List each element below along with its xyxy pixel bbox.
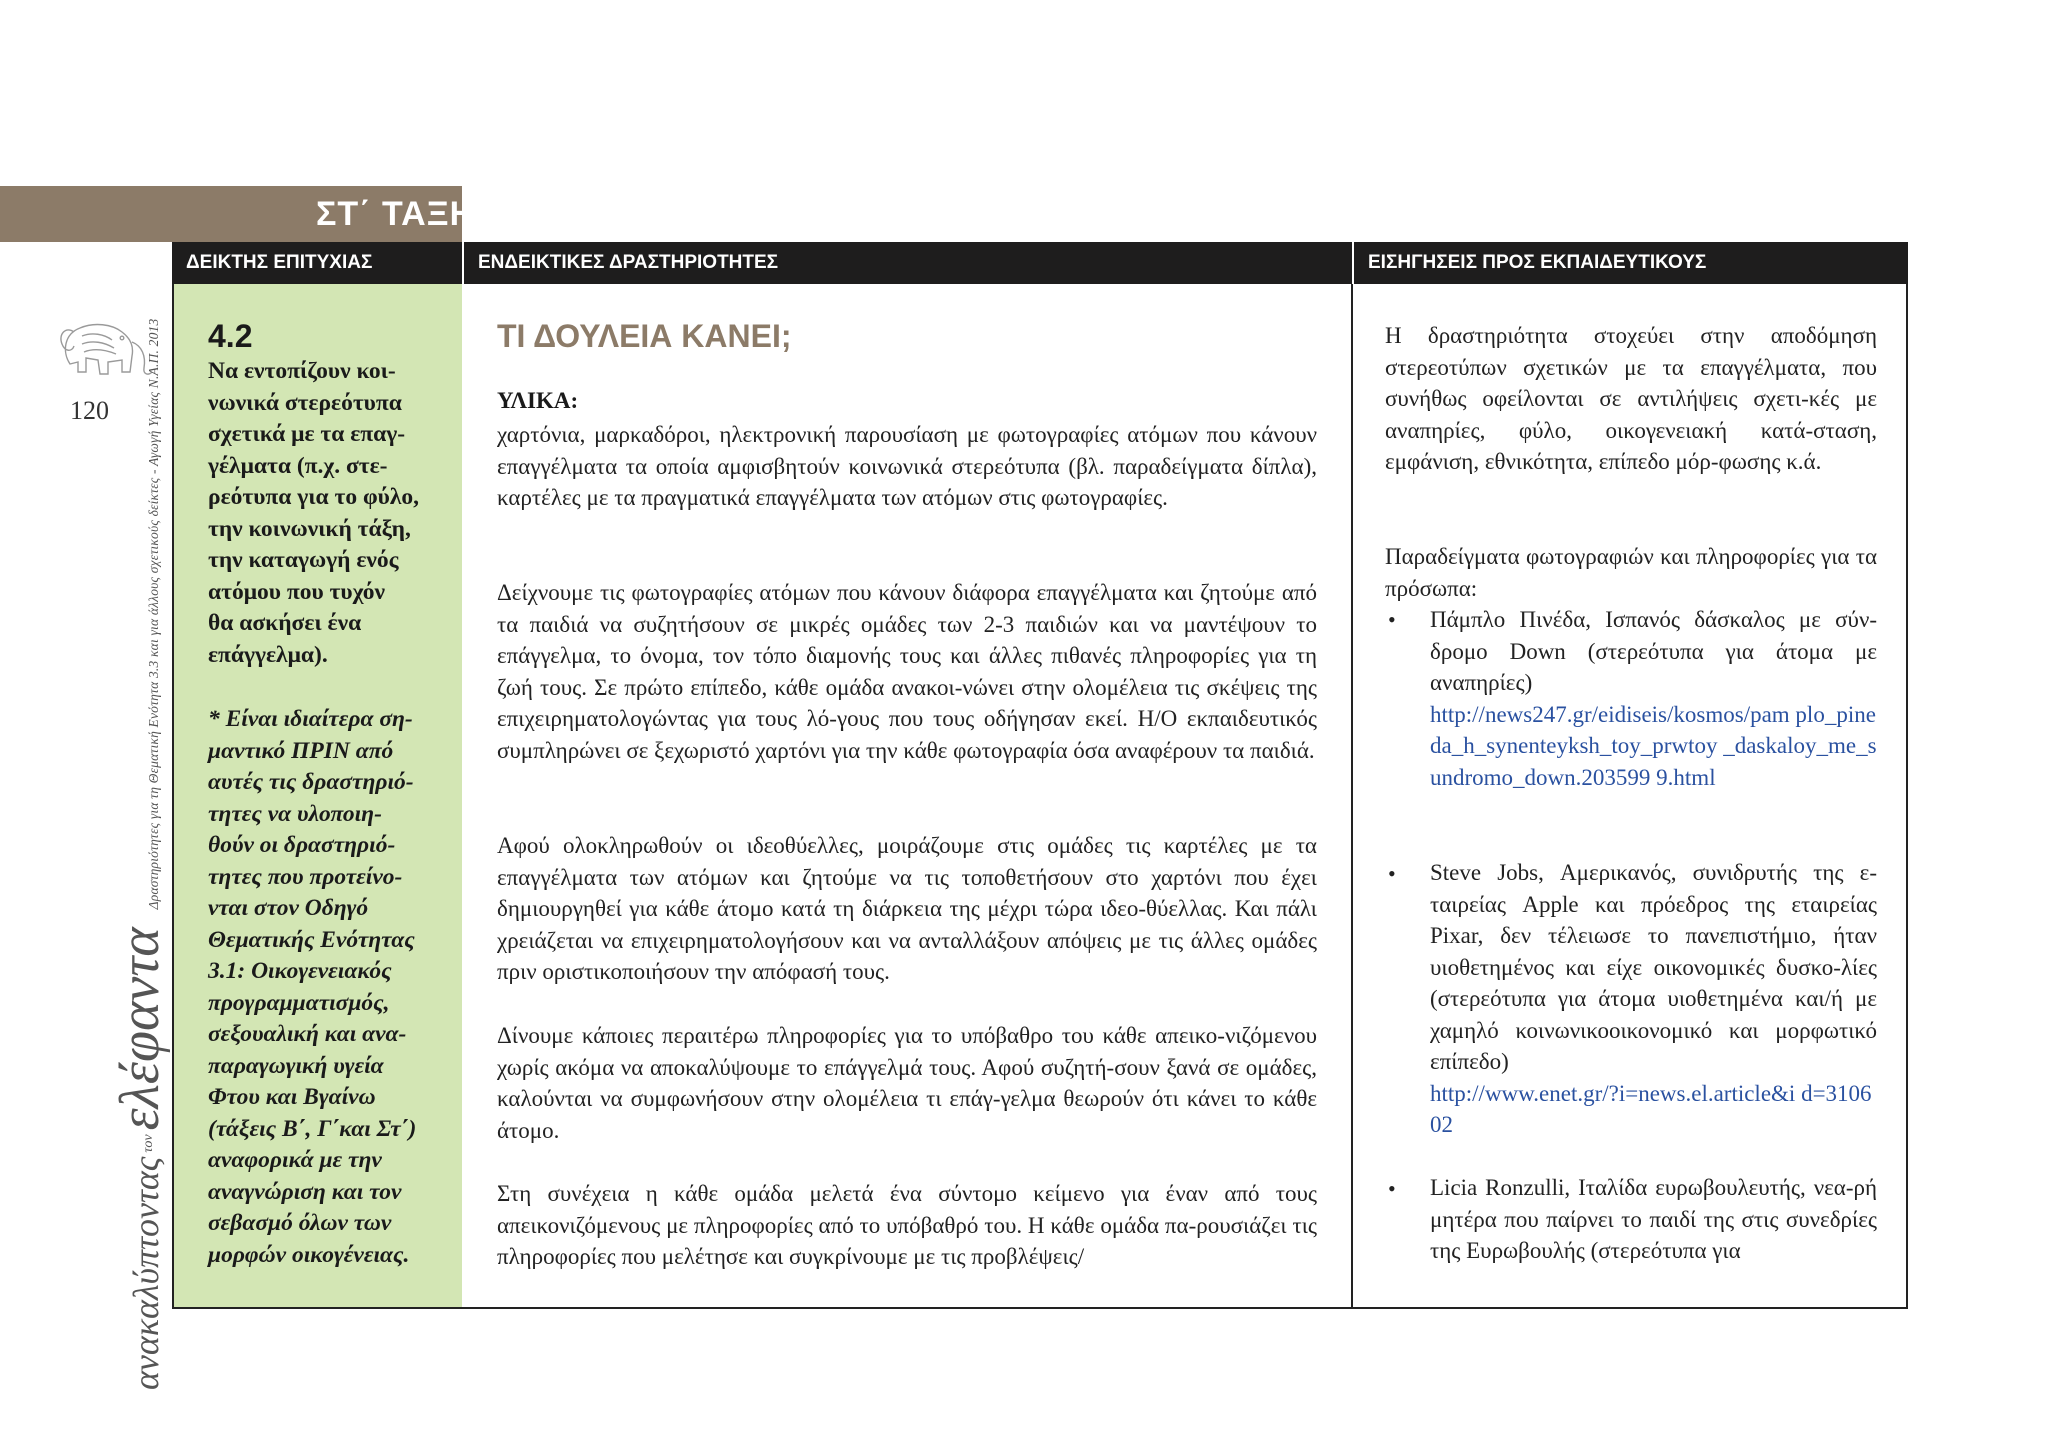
materials-label: ΥΛΙΚΑ: [497, 388, 579, 413]
header-activities: ΕΝΔΕΙΚΤΙΚΕΣ ΔΡΑΣΤΗΡΙΟΤΗΤΕΣ [462, 242, 1352, 284]
activity-title: ΤΙ ΔΟΥΛΕΙΑ ΚΑΝΕΙ; [497, 318, 792, 354]
example-item [1430, 604, 1877, 793]
indicator-number: 4.2 [208, 318, 253, 354]
header-indicator: ΔΕΙΚΤΗΣ ΕΠΙΤΥΧΙΑΣ [172, 242, 462, 284]
grade-title: ΣΤ΄ ΤΑΞΗ [316, 195, 476, 233]
side-margin-text [108, 319, 172, 1390]
bullet-icon: • [1388, 1176, 1396, 1201]
side-caption: Δραστηριότητες για τη Θεματική Ενότητα 3.3 και για άλλους σχετικούς δείκτες - Αγωγή Υγείας Ν.Α.Π. 2013 [146, 318, 161, 910]
example-text: Steve Jobs, Αμερικανός, συνιδρυτής της ε-ταιρείας Apple και πρόεδρος της εταιρείας Pixar, δεν τέλειωσε το πανεπιστήμιο, ήταν υιοθετημένος και είχε οικονομικές δυσκο-λίες (στερεότυπα για άτομα υιοθετημένα και/ή με χαμηλό κοινωνικοοικονομικό και μορφωτικό επίπεδο) [1430, 860, 1877, 1074]
brand-name-part1: ανακαλύπτοντας [126, 1156, 166, 1390]
activity-paragraph-4: Στη συνέχεια η κάθε ομάδα μελετά ένα σύντομο κείμενο για έναν από τους απεικονιζόμενους με πληροφορίες από το υπόβαθρό του. Η κάθε ομάδα πα-ρουσιάζει τις πληροφορίες που μελέτησε και συγκρίνουμε με τις προβλέψεις/ [497, 1181, 1317, 1269]
indicator-text: Να εντοπίζουν κοι- νωνικά στερεότυπα σχετικά με τα επαγ- γέλματα (π.χ. στε- ρεότυπα για το φύλο, την κοινωνική τάξη, την καταγωγή ενός ατόμου που τυχόν θα ασκήσει ένα επάγγελμα). [208, 358, 420, 668]
recommendation-intro: Η δραστηριότητα στοχεύει στην αποδόμηση στερεοτύπων σχετικών με τα επαγγέλματα, που συνήθως οφείλονται σε αντιλήψεις σχετι-κές με αναπηρίες, φύλο, οικογενειακή κατά-σταση, εμφάνιση, εθνικότητα, επίπεδο μόρ-φωσης κ.ά. [1385, 323, 1877, 474]
header-recommendations: ΕΙΣΗΓΗΣΕΙΣ ΠΡΟΣ ΕΚΠΑΙΔΕΥΤΙΚΟΥΣ [1352, 242, 1908, 284]
column-divider [1351, 284, 1353, 1309]
materials-text: χαρτόνια, μαρκαδόροι, ηλεκτρονική παρουσίαση με φωτογραφίες ατόμων που κάνουν επαγγέλματα τα οποία αμφισβητούν κοινωνικά στερεότυπα (βλ. παραδείγματα δίπλα), καρτέλες με τα πραγματικά επαγγέλματα των ατόμων στις φωτογραφίες. [497, 422, 1317, 510]
indicator-note: * Είναι ιδιαίτερα ση- μαντικό ΠΡΙΝ από αυτές τις δραστηριό- τητες να υλοποιη- θούν οι δραστηριό- τητες που προτείνο- νται στον Οδηγό Θεματικής Ενότητας 3.1: Οικογενειακός προγραμματισμός, σεξουαλική και ανα- παραγωγική υγεία Φτου και Βγαίνω (τάξεις Β΄, Γ΄και Στ΄) αναφορικά με την αναγνώριση και τον σεβασμό όλων των μορφών οικογένειας. [208, 706, 417, 1268]
brand-name-part2: τον [140, 1134, 156, 1153]
example-item [1430, 857, 1877, 1141]
example-item [1430, 1172, 1877, 1267]
examples-intro: Παραδείγματα φωτογραφιών και πληροφορίες για τα πρόσωπα: [1385, 544, 1877, 601]
activity-paragraph-3: Δίνουμε κάποιες περαιτέρω πληροφορίες για το υπόβαθρο του κάθε απεικο-νιζόμενου χωρίς ακόμα να αποκαλύψουμε το επάγγελμά τους. Αφού συζητή-σουν ξανά σε ομάδες, καλούνται να συμφωνήσουν στην ολομέλεια τι επάγ-γελμα θεωρούν ότι κάνει το κάθε άτομο. [497, 1023, 1317, 1143]
brand-name-part3: ελέφαντα [109, 927, 171, 1131]
bullet-icon: • [1388, 861, 1396, 886]
example-link[interactable]: http://www.enet.gr/?i=news.el.article&i d=310602 [1430, 1080, 1872, 1137]
example-text: Licia Ronzulli, Ιταλίδα ευρωβουλευτής, νεα-ρή μητέρα που παίρνει το παιδί της στις συνεδρίες της Ευρωβουλής (στερεότυπα για [1430, 1175, 1877, 1263]
example-link[interactable]: http://news247.gr/eidiseis/kosmos/pam plo_pineda_h_synenteyksh_toy_prwtoy _daskaloy_me_sundromo_down.203599 9.html [1430, 701, 1877, 790]
example-text: Πάμπλο Πινέδα, Ισπανός δάσκαλος με σύν-δρομο Down (στερεότυπα για άτομα με αναπηρίες) [1430, 607, 1877, 695]
activity-paragraph-1: Δείχνουμε τις φωτογραφίες ατόμων που κάνουν διάφορα επαγγέλματα και ζητούμε από τα παιδιά να συζητήσουν σε μικρές ομάδες των 2-3 παιδιών και να μαντέψουν το επάγγελμα, το όνομα, τον τόπο διαμονής τους και άλλες πιθανές πληροφορίες για τη ζωή τους. Σε πρώτο επίπεδο, κάθε ομάδα ανακοι-νώνει στην ολομέλεια τις σκέψεις της επιχειρηματολογώντας για τους λό-γους που τους οδήγησαν εκεί. Η/Ο εκπαιδευτικός συμπληρώνει σε ξεχωριστό χαρτόνι για την κάθε φωτογραφία όσα αναφέρουν τα παιδιά. [497, 580, 1317, 763]
bullet-icon: • [1388, 607, 1396, 632]
activity-paragraph-2: Αφού ολοκληρωθούν οι ιδεοθύελλες, μοιράζουμε στις ομάδες τις καρτέλες με τα επαγγέλματα των ατόμων και ζητούμε να τις τοποθετήσουν στο χαρτόνι που έχει δημιουργηθεί για κάθε άτομο κατά τη διάρκεια της μέχρι τώρα ιδεο-θύελλας. Και πάλι χρειάζεται να επιχειρηματολογήσουν και να ανταλλάξουν απόψεις με τις άλλες ομάδες πριν οριστικοποιήσουν την απόφασή τους. [497, 833, 1317, 984]
page-number: 120 [70, 396, 109, 425]
